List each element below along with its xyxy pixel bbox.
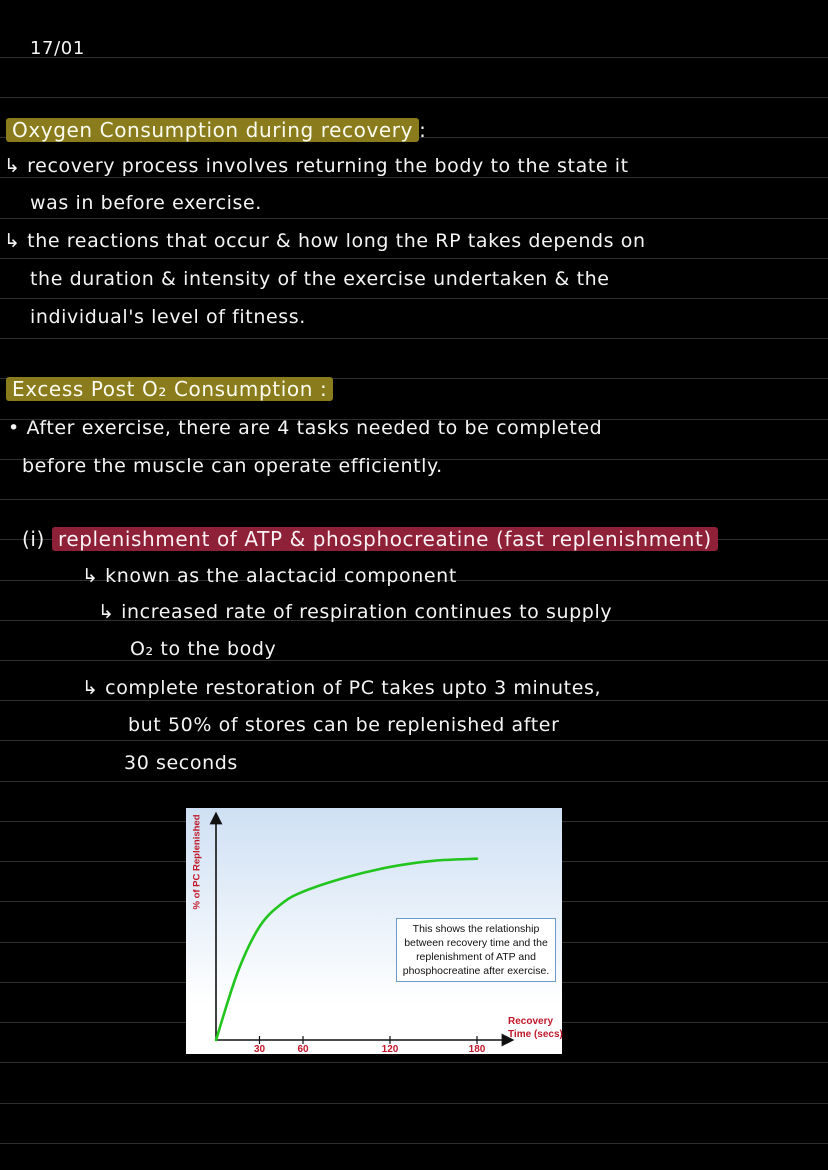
subsection-heading xyxy=(22,527,718,551)
note-line: the duration & intensity of the exercise undertaken & the xyxy=(30,268,610,290)
heading-highlight: Excess Post O₂ Consumption : xyxy=(6,377,333,401)
y-axis-label: % of PC Replenished xyxy=(191,814,203,910)
ruled-line xyxy=(0,298,828,299)
subsection-title: replenishment of ATP & phosphocreatine (fast replenishment) xyxy=(52,527,718,551)
section-heading-oxygen xyxy=(6,118,426,142)
ruled-line xyxy=(0,1143,828,1144)
x-tick-label: 120 xyxy=(381,1044,399,1055)
ruled-line xyxy=(0,177,828,178)
note-date: 17/01 xyxy=(30,38,85,59)
section-heading-epoc xyxy=(6,377,333,401)
ruled-line xyxy=(0,258,828,259)
ruled-line xyxy=(0,97,828,98)
chart-annotation: This shows the relationship between recovery time and the replenishment of ATP and phosphocreatine after exercise. xyxy=(396,918,556,982)
note-line: O₂ to the body xyxy=(130,638,277,660)
note-line: 30 seconds xyxy=(124,752,238,774)
note-line: individual's level of fitness. xyxy=(30,306,306,328)
note-line: but 50% of stores can be replenished after xyxy=(128,714,560,736)
note-line: ↳ recovery process involves returning the body to the state it xyxy=(4,155,629,177)
note-line: ↳ increased rate of respiration continues to supply xyxy=(98,601,613,623)
ruled-line xyxy=(0,218,828,219)
ruled-line xyxy=(0,700,828,701)
y-axis-label-wrap xyxy=(190,812,204,912)
heading-colon: : xyxy=(419,118,427,142)
x-tick-label: 60 xyxy=(297,1044,309,1055)
subsection-number: (i) xyxy=(22,527,45,551)
note-line: ↳ the reactions that occur & how long the RP takes depends on xyxy=(4,230,646,252)
x-axis-label: Recovery Time (secs) xyxy=(508,1016,563,1040)
x-tick-label: 180 xyxy=(468,1044,486,1055)
ruled-line xyxy=(0,57,828,58)
note-line: was in before exercise. xyxy=(30,192,262,214)
ruled-line xyxy=(0,1103,828,1104)
note-line: ↳ complete restoration of PC takes upto 3 minutes, xyxy=(82,677,602,699)
heading-highlight: Oxygen Consumption during recovery xyxy=(6,118,419,142)
note-line: • After exercise, there are 4 tasks needed to be completed xyxy=(8,417,603,439)
ruled-line xyxy=(0,1062,828,1063)
ruled-line xyxy=(0,338,828,339)
x-tick-label: 30 xyxy=(253,1044,266,1055)
ruled-line xyxy=(0,499,828,500)
note-line: ↳ known as the alactacid component xyxy=(82,565,457,587)
note-line: before the muscle can operate efficiently. xyxy=(22,455,443,477)
pc-replenishment-chart xyxy=(186,808,562,1054)
ruled-line xyxy=(0,740,828,741)
ruled-line xyxy=(0,660,828,661)
ruled-line xyxy=(0,781,828,782)
